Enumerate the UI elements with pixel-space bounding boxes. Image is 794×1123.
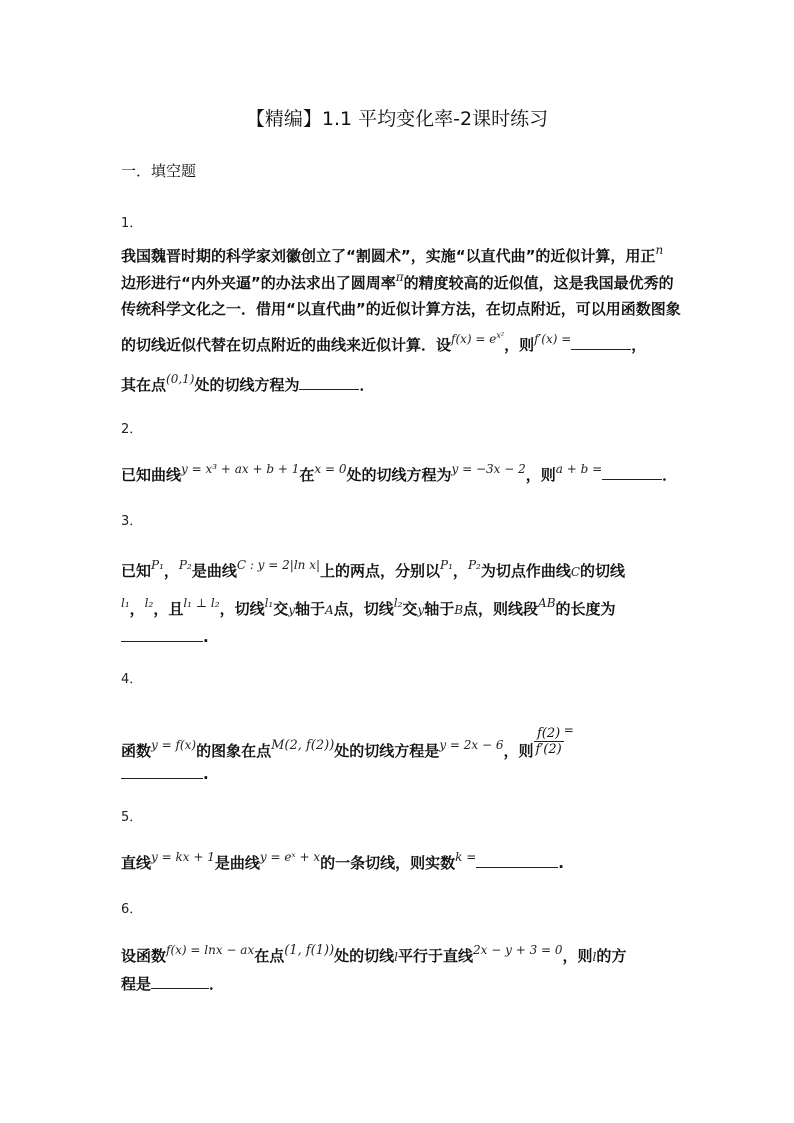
math-expr: n (655, 243, 664, 257)
question-text: 我国魏晋时期的科学家刘徽创立了“割圆术”，实施“以直代曲”的近似计算，用正$^n$ (121, 243, 664, 265)
math-expr: y = x³ + ax + b + 1 (181, 462, 300, 476)
answer-blank[interactable] (571, 335, 631, 350)
math-expr: B (454, 603, 464, 617)
question-text: . (121, 627, 681, 646)
question-text: 直线$^{y = kx + 1}$是曲线$^{y = eˣ + x}$的一条切线，则实数$^{k =}$ . (121, 850, 564, 872)
question-number: 2． (121, 422, 143, 437)
question-text: 已知$^{P_1}$，$^{P_2}$是曲线$^{C : y = 2|ln x|}$上的两点，分别以$^{P_1}$，$^{P_2}$为切点作曲线C的切线 (121, 558, 626, 580)
question-text: 设函数$^{f(x) = lnx - ax}$在点(1, f(1))处的切线l平行于直线$^{2x - y + 3 = 0}$，则l的方 (121, 943, 627, 965)
math-expr: l₁ ⊥ l₂ (183, 596, 220, 610)
question-text: 已知曲线$^{y = x^3 + ax + b + 1}$在$^{x = 0}$处的切线方程为$^{y = -3x - 2}$，则$^{a + b =}$ ． (121, 462, 678, 484)
answer-blank[interactable] (121, 627, 203, 642)
math-expr: l₁ (121, 596, 130, 610)
math-expr: f(x) = ex² (451, 331, 505, 346)
question-number: 5． (121, 810, 143, 825)
math-expr: P₂ (467, 558, 481, 572)
math-expr: C : y = 2|ln x| (236, 558, 321, 572)
question-text: $^{l_1}$，$^{l_2}$，且$^{l_1 \perp l_2}$，切线$^{l_1}$交y轴于A点，切线$^{l_2}$交y轴于B点，则线段$^{AB}$的长度为 (121, 596, 616, 618)
math-expr: (1, f(1)) (284, 943, 335, 958)
page-title: 【精编】1.1 平均变化率-2课时练习 (245, 108, 549, 130)
fraction: $\frac{f(2)}{f'(2)}$ (535, 726, 562, 757)
math-expr: a + b = (555, 462, 603, 476)
question-text: 其在点$^{(0,1)}$处的切线方程为 ． (121, 372, 375, 394)
section-heading: 一．填空题 (121, 162, 197, 180)
math-expr: l₁ (264, 596, 274, 610)
math-expr: f(x) = lnx − ax (166, 943, 255, 957)
answer-blank[interactable] (299, 375, 359, 390)
math-expr: l (592, 950, 597, 964)
math-expr: y = f(x) (151, 738, 197, 752)
question-number: 6． (121, 902, 143, 917)
question-text: 的切线近似代替在切点附近的曲线来近似计算．设$^{f(x) = e^{x^2}}$，则$^{f'(x) =}$ ， (121, 331, 647, 354)
math-expr: P₁ (151, 558, 164, 572)
math-expr: (0,1) (166, 372, 195, 386)
answer-blank[interactable] (121, 764, 203, 779)
math-expr: k = (455, 850, 477, 864)
math-expr: y (288, 603, 296, 617)
math-expr: C (570, 565, 581, 579)
math-expr: = (563, 723, 574, 737)
question-text: 边形进行“内外夹逼”的办法求出了圆周率$^\pi$的精度较高的近似值，这是我国最优秀的 (121, 270, 674, 292)
math-expr: x = 0 (314, 462, 347, 476)
question-number: 1． (121, 216, 143, 231)
math-expr: f′(x) = (534, 332, 572, 346)
math-expr: P₂ (178, 558, 192, 572)
math-expr: M(2, f(2)) (271, 738, 335, 753)
math-expr: π (395, 270, 404, 284)
math-expr: y (417, 603, 425, 617)
math-expr: l₂ (144, 596, 154, 610)
math-expr: l₂ (393, 596, 403, 610)
math-expr: 2x − y + 3 = 0 (473, 943, 563, 957)
math-expr: y = 2x − 6 (439, 738, 504, 752)
math-expr: P₁ (440, 558, 453, 572)
math-expr: l (394, 950, 398, 964)
question-text: . (121, 764, 681, 783)
question-number: 4． (121, 672, 143, 687)
question-text: 传统科学文化之一．借用“以直代曲”的近似计算方法，在切点附近，可以用函数图象 (121, 300, 681, 318)
answer-blank[interactable] (151, 974, 209, 989)
answer-blank[interactable] (476, 853, 558, 868)
question-text: 程是 ． (121, 975, 225, 993)
math-expr: y = kx + 1 (151, 850, 215, 864)
math-expr: y = eˣ + x (259, 850, 321, 864)
question-text: 函数$^{y = f(x)}$的图象在点M(2, f(2))处的切线方程是$^{y = 2x - 6}$，则 $\frac{f(2)}{f'(2)}$ = (121, 723, 574, 760)
math-expr: A (325, 603, 334, 617)
math-expr: y = −3x − 2 (451, 462, 526, 476)
answer-blank[interactable] (602, 465, 662, 480)
math-expr: AB (538, 596, 556, 610)
question-number: 3． (121, 514, 143, 529)
